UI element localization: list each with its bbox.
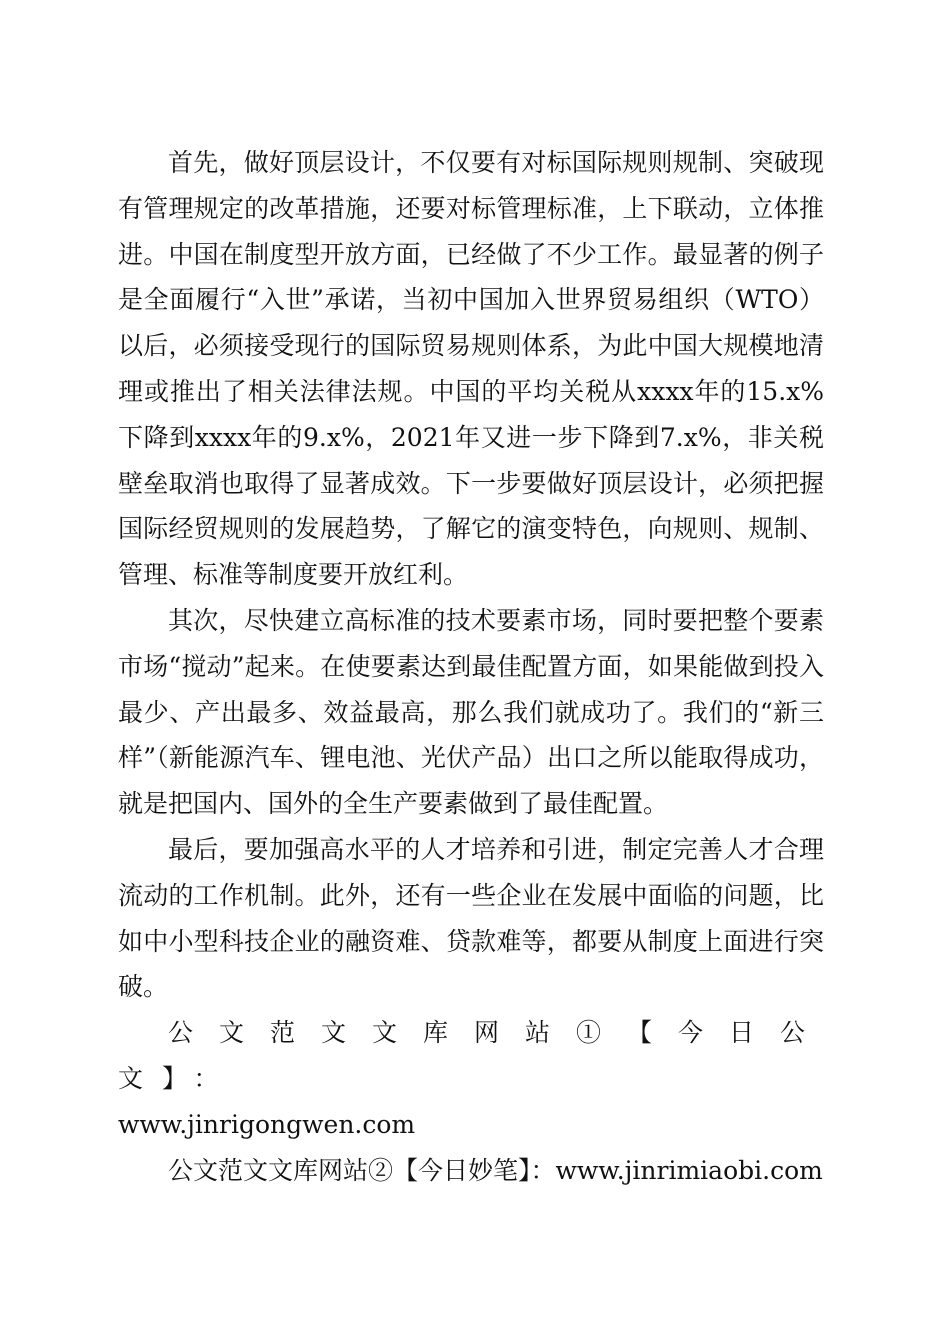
footer-site2[interactable]: 公文范文文库网站②【今日妙笔】：www.jinrimiaobi.com [168, 1155, 823, 1185]
paragraph-factor-market: 其次，尽快建立高标准的技术要素市场，同时要把整个要素市场“搅动”起来。在使要素达到最佳配置方面，如果能做到投入最少、产出最多、效益最高，那么我们就成功了。我们的“新三样”（新能源汽车、锂电池、光伏产品）出口之所以能取得成功，就是把国内、国外的全生产要素做到了最佳配置。 [118, 605, 824, 819]
footer-site1-label: 公文范文文库网站①【今日公文】： [118, 1018, 824, 1093]
paragraph-talent: 最后，要加强高水平的人才培养和引进，制定完善人才合理流动的工作机制。此外，还有一些企业在发展中面临的问题，比如中小型科技企业的融资难、贷款难等，都要从制度上面进行突破。 [118, 834, 824, 1002]
footer-site1-url[interactable]: www.jinrigongwen.com [118, 1109, 416, 1139]
paragraph-top-level-design: 首先，做好顶层设计，不仅要有对标国际规则规制、突破现有管理规定的改革措施，还要对标管理标准，上下联动，立体推进。中国在制度型开放方面，已经做了不少工作。最显著的例子是全面履行“入世”承诺，当初中国加入世界贸易组织（WTO）以后，必须接受现行的国际贸易规则体系，为此中国大规模地清理或推出了相关法律法规。中国的平均关税从xxxx年的15.x%下降到xxxx年的9.x%，2021年又进一步下降到7.x%，非关税壁垒取消也取得了显著成效。下一步要做好顶层设计，必须把握国际经贸规则的发展趋势，了解它的演变特色，向规则、规制、管理、标准等制度要开放红利。 [118, 148, 824, 590]
document-page [118, 140, 824, 1193]
